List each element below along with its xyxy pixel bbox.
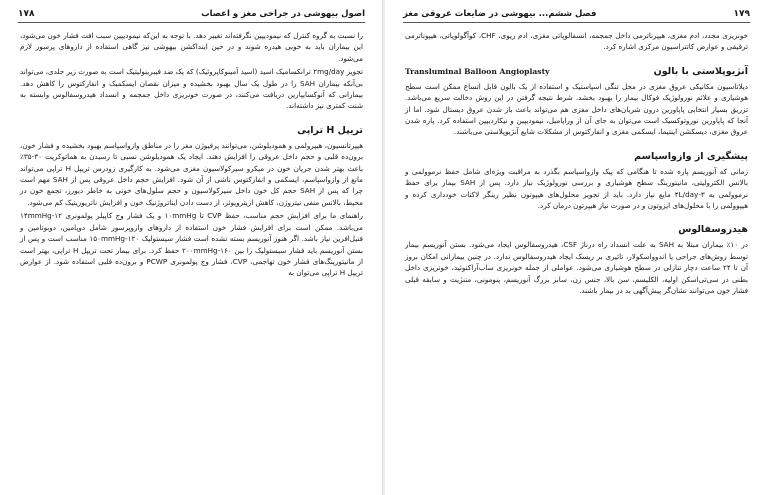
paragraph: در ۱۰٪ بیماران مبتلا به SAH به علت انسداد راه درناژ CSF، هیدروسفالوس ایجاد می‌شود. بستن آنوریسم بیمار توسط روش‌های جراحی یا اندوواسکولار، تاثیری بر ریسک ایجاد هیدروسفالوس ندارد. در چنین بیمارانی امکان بروز آن تا ۲۴ ساعت دچار تنازلی در سطح هوشیاری می‌شود. عواملی از جمله خونریزی ساب‌آراکنوئید، خونریزی داخل بطنی در سی‌تی‌اسکن اولیه، الکلیسم، سن بالا، جنس زن، سابز بزرگ آنوریسم، پنومونی، مننژیت و سابقه قبلی فشار خون می‌توانند نشان‌گر پیش‌آگهی بد در بیمار باشند.	[405, 240, 749, 296]
left-page	[0, 0, 383, 495]
right-page	[385, 0, 768, 495]
section-heading: تریپل H تراپی	[297, 124, 363, 136]
page-number: ۱۷۹	[733, 9, 750, 19]
paragraph: زمانی که آنوریسم پاره شده تا هنگامی که پیک وازواسپاسم بگذرد به مراقبت ویژه‌ای شامل حفظ نرموولمی و بالانس الکترولیتی، مانیتورینگ سطح هوشیاری و بررسی نورولوژیک نیاز دارد. پس از SAH بیمار برای حفظ نرموولمی به ۳-۴L/day مایع نیاز دارد. باید از تجویز محلول‌های هیپوتون نظیر رینگر لاکتات خودداری کرده و هیپوولمی را با محلول‌های ایزوتون و در صورت نیاز هیپرتون درمان کرد.	[405, 166, 749, 211]
section-heading-fa: آنژیوپلاستی با بالون	[653, 65, 748, 77]
paragraph: هیپرتانسیون، هیپرولمی و همودیلوشن، می‌توانند پرفیوژن مغز را در مناطق وازواسپاسم بهبود بخشیده و فشار خون، برون‌ده قلبی و حجم داخل عروقی را افزایش دهند. ایجاد یک همودیلوشن نسبی تا رسیدن به هماتوکریت ۳۰-۳۵٪ باعث بهتر شدن جریان خون در میکرو سیرکولاسیون مغزی می‌شود. به کارگیری زودرس تریپل H تراپی می‌تواند مانع از وازواسپاسم، ایسکمی و انفارکتوس ناشی از آن شود. افزایش حجم داخل عروقی پس از SAH مهم است چرا که پس از SAH حجم کل خون داخل سیرکولاسیون و حجم سلول‌های خونی به خاطر دیورز، تجمع خون در محیط، بالانس منفی نیتروژن، کاهش اریتروپوئز، از دست دادن اینا‌تروژنیک خون و افزایش ناتریوریتیک کم می‌شود.	[20, 140, 363, 207]
section-heading: هیدروسفالوس	[678, 224, 748, 236]
left-page-body	[20, 30, 363, 281]
left-page-header	[18, 6, 365, 23]
paragraph: راهنمای ما برای افزایش حجم مناسب، حفظ CVP تا ۱۰mmHg و یک فشار وج کاپیلر پولمونری ۱۲-۱۴mmHg می‌باشد. ممکن است برای افزایش فشار خون استفاده از داروهای وازوپرسور شامل دوپامین، دوبوتامین و فنیل‌افرین نیاز باشد. اگر هنوز آنوریسم بسته نشده است فشار سیستولیک ۱۲۰-۱۵۰mmHg مناسب است و پس از بستن آنوریسم باید فشار سیستولیک را بین ۱۶۰-۲۰۰mmHg حفظ کرد. برای بیمار تحت تریپل H تراپی، بهتر است از مانیتورینگ‌های فشار خون تهاجمی، CVP، فشار وج پولمونری PCWP و برون‌ده قلبی استفاده شود. از عوارض تریپل H تراپی می‌توان به	[20, 211, 364, 278]
right-page-body	[405, 30, 748, 299]
paragraph: دیلاتاسیون مکانیکی عروق مغزی در محل تنگی اسپاستیک و استفاده از یک بالون قابل اتساع ممکن است سطح هوشیاری و علائم نورولوژیک فوکال بیمار را بهبود بخشد. شرط نتیجه گرفتن در این روش دخالت سریع می‌باشد. تزریق بسیار انتخابی پاپاورین درون شریان‌های داخل مغزی هم می‌تواند باعث باز شدن عروق دیستال شود. اما از آنجا که پاپاورین نوروتوکسیک است می‌توان به جای آن از وراپامیل، نیمودیپین و نیکاردیپین استفاده کرد. پاره شدن عروق مغزی، دیسکشن اینتیما، ایسکمی مغزی و انفارکتوس از مشکلات شایع آنژیوپلاستی می‌باشند.	[405, 81, 748, 137]
running-title: اصول بیهوشی در جراحی مغز و اعصاب	[201, 9, 365, 19]
page-number: ۱۷۸	[18, 9, 35, 19]
running-title: فصل ششم... بیهوشی در ضایعات عروقی مغز	[403, 9, 597, 19]
paragraph: را نسبت به گروه کنترل که نیمودیپین نگرفته‌اند تغییر دهد. با توجه به این‌که نیمودیپین سبب افت فشار خون می‌شود، این بیماران باید به خوبی هیدره شوند و در حین اینداکشن بیهوشی نیز گاهی استفاده از داروهای پرسور لازم می‌شود.	[20, 31, 363, 63]
right-page-header	[403, 6, 750, 23]
section-heading	[405, 65, 748, 78]
paragraph: خونریزی مجدد، ادم مغزی، هیپرناترمی داخل جمجمه، انسفالوپاتی مغزی، ادم ریوی، CHF، کوآگولوپاتی، هیپوناترمی ترقیقی و عوارض کاتتراسیون مرکزی اشاره کرد.	[405, 31, 748, 52]
paragraph: تجویز ۲mg/day ترانکسامیک اسید (اسید آمینوکاپروئیک) که یک ضد فیبرینولیتیک است به صورت زیر جلدی، می‌تواند بی‌آنکه بیماران SAH را در طول یک سال بهبود بخشیده و میزان نقصان ایسکمیک و انفارکتوس را کاهش دهد. بیمارانی که آنوکسایپارین دریافت می‌کنند، در صورت خونریزی داخل جمجمه و انسداد هیدروسفالوس وابسته به شنت کمتری نیز داشته‌اند.	[20, 67, 363, 111]
section-heading: پیشگیری از وازواسپاسم	[634, 150, 748, 162]
section-heading-en: Transluminal Balloon Angioplasty	[405, 66, 550, 76]
